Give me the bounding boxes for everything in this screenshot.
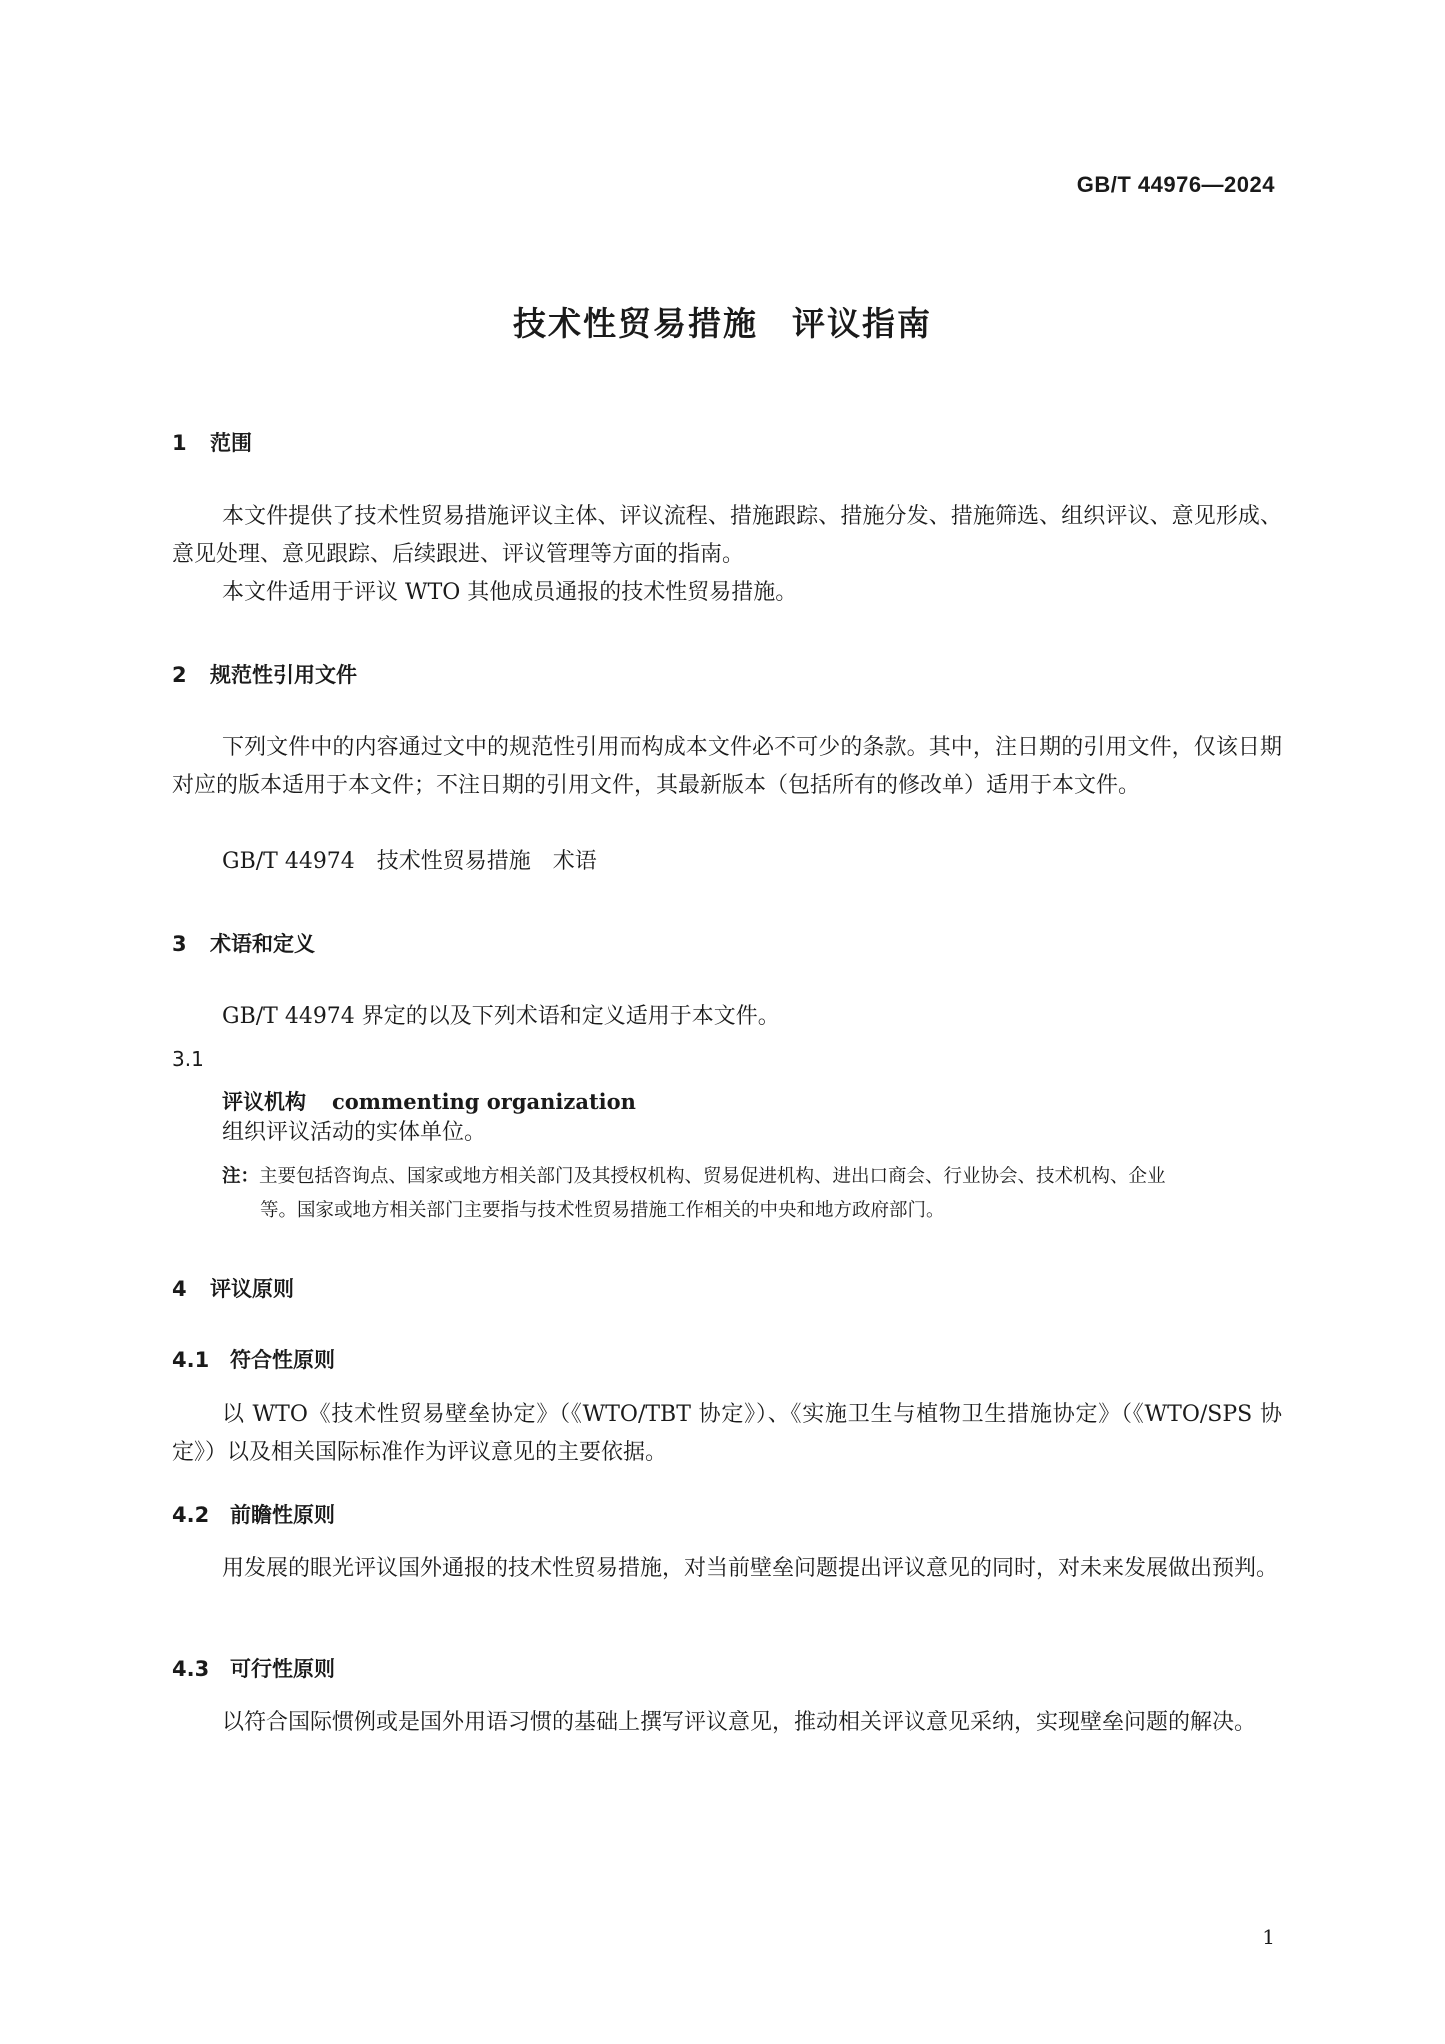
standard-code: GB/T 44976—2024 bbox=[1076, 172, 1275, 197]
subsection-title: 可行性原则 bbox=[230, 1657, 335, 1681]
section-4-heading bbox=[172, 1273, 294, 1303]
subsection-number: 4.3 bbox=[172, 1657, 210, 1681]
subsection-title: 前瞻性原则 bbox=[230, 1503, 335, 1527]
section-3-paragraph-1: GB/T 44974 界定的以及下列术语和定义适用于本文件。 bbox=[222, 1004, 780, 1029]
subsection-4-1-heading bbox=[172, 1344, 335, 1374]
subsection-number: 4.1 bbox=[172, 1348, 210, 1372]
subsection-4-2-heading bbox=[172, 1499, 335, 1529]
term-entry bbox=[222, 1086, 636, 1116]
section-2-paragraph-1: 下列文件中的内容通过文中的规范性引用而构成本文件必不可少的条款。其中，注日期的引用文件，仅该日期对应的版本适用于本文件；不注日期的引用文件，其最新版本（包括所有的修改单）适用于本文件。 bbox=[172, 735, 1282, 798]
section-title: 术语和定义 bbox=[210, 932, 315, 956]
subsection-4-3-paragraph: 以符合国际惯例或是国外用语习惯的基础上撰写评议意见，推动相关评议意见采纳，实现壁垒问题的解决。 bbox=[222, 1710, 1257, 1735]
section-title: 规范性引用文件 bbox=[210, 663, 357, 687]
subsection-4-1-paragraph: 以 WTO《技术性贸易壁垒协定》（《WTO/TBT 协定》）、《实施卫生与植物卫生措施协定》（《WTO/SPS 协定》）以及相关国际标准作为评议意见的主要依据。 bbox=[172, 1402, 1282, 1465]
term-definition: 组织评议活动的实体单位。 bbox=[222, 1120, 487, 1145]
section-number: 3 bbox=[172, 932, 187, 956]
page-number: 1 bbox=[1262, 1925, 1275, 1949]
note-line-1: 主要包括咨询点、国家或地方相关部门及其授权机构、贸易促进机构、进出口商会、行业协会、技术机构、企业 bbox=[259, 1166, 1166, 1187]
section-number: 2 bbox=[172, 663, 187, 687]
section-title: 评议原则 bbox=[210, 1277, 294, 1301]
normative-reference: GB/T 44974 技术性贸易措施 术语 bbox=[222, 849, 597, 874]
title-part2: 评议指南 bbox=[792, 304, 932, 343]
section-1-heading bbox=[172, 427, 252, 457]
section-3-heading bbox=[172, 928, 315, 958]
term-zh: 评议机构 bbox=[222, 1090, 306, 1114]
note-label: 注： bbox=[222, 1166, 260, 1187]
section-2-heading bbox=[172, 659, 357, 689]
subsection-4-3-heading bbox=[172, 1653, 335, 1683]
section-number: 1 bbox=[172, 431, 187, 455]
note-line-2: 等。国家或地方相关部门主要指与技术性贸易措施工作相关的中央和地方政府部门。 bbox=[260, 1200, 945, 1221]
section-title: 范围 bbox=[210, 431, 252, 455]
document-title bbox=[0, 298, 1445, 345]
section-1-paragraph-1: 本文件提供了技术性贸易措施评议主体、评议流程、措施跟踪、措施分发、措施筛选、组织评议、意见形成、意见处理、意见跟踪、后续跟进、评议管理等方面的指南。 bbox=[172, 504, 1282, 567]
term-note bbox=[222, 1160, 1282, 1228]
subsection-4-2-paragraph: 用发展的眼光评议国外通报的技术性贸易措施，对当前壁垒问题提出评议意见的同时，对未来发展做出预判。 bbox=[222, 1556, 1279, 1581]
section-number: 4 bbox=[172, 1277, 187, 1301]
section-1-paragraph-2: 本文件适用于评议 WTO 其他成员通报的技术性贸易措施。 bbox=[222, 580, 798, 605]
term-number: 3.1 bbox=[172, 1047, 204, 1071]
term-en: commenting organization bbox=[332, 1089, 636, 1114]
subsection-title: 符合性原则 bbox=[230, 1348, 335, 1372]
title-part1: 技术性贸易措施 bbox=[513, 304, 758, 343]
subsection-number: 4.2 bbox=[172, 1503, 210, 1527]
